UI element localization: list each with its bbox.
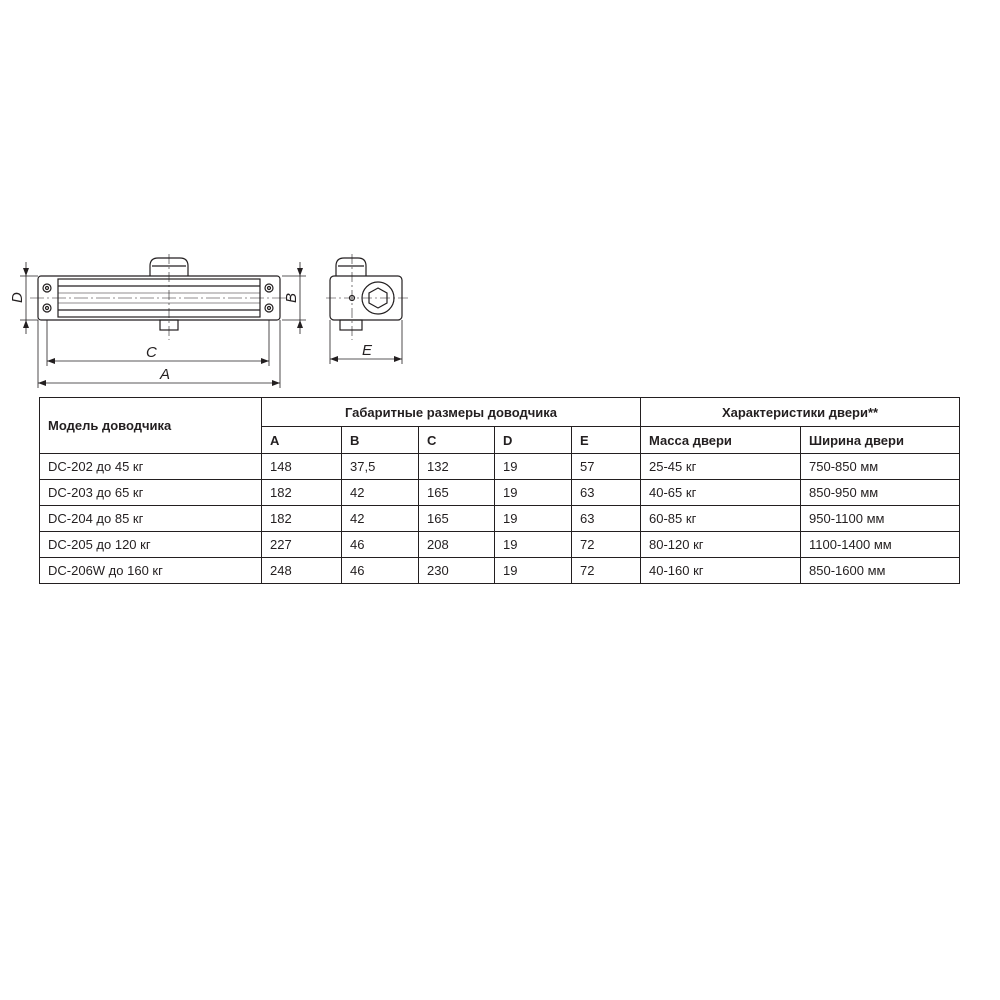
col-header-a: A <box>262 427 342 454</box>
cell-a: 227 <box>262 532 342 558</box>
cell-c: 230 <box>419 558 495 584</box>
cell-mass: 25-45 кг <box>641 454 801 480</box>
spec-table-body <box>40 454 960 584</box>
cell-e: 63 <box>572 480 641 506</box>
dim-label-e: E <box>362 342 373 359</box>
cell-a: 182 <box>262 480 342 506</box>
cell-width: 850-1600 мм <box>801 558 960 584</box>
closer-side-view <box>326 254 408 340</box>
door-header: Характеристики двери** <box>641 398 960 427</box>
cell-c: 165 <box>419 506 495 532</box>
dims-header: Габаритные размеры доводчика <box>262 398 641 427</box>
cell-d: 19 <box>495 532 572 558</box>
cell-model: DC-205 до 120 кг <box>40 532 262 558</box>
cell-width: 850-950 мм <box>801 480 960 506</box>
cell-b: 42 <box>342 480 419 506</box>
cell-mass: 60-85 кг <box>641 506 801 532</box>
cell-mass: 40-65 кг <box>641 480 801 506</box>
cell-e: 72 <box>572 558 641 584</box>
cell-d: 19 <box>495 480 572 506</box>
cell-b: 46 <box>342 532 419 558</box>
table-row <box>40 532 960 558</box>
col-header-c: C <box>419 427 495 454</box>
cell-width: 750-850 мм <box>801 454 960 480</box>
cell-model: DC-206W до 160 кг <box>40 558 262 584</box>
table-row <box>40 480 960 506</box>
col-header-mass: Масса двери <box>641 427 801 454</box>
cell-d: 19 <box>495 558 572 584</box>
cell-c: 132 <box>419 454 495 480</box>
col-header-b: B <box>342 427 419 454</box>
cell-c: 165 <box>419 480 495 506</box>
model-header: Модель доводчика <box>40 398 262 454</box>
cell-model: DC-204 до 85 кг <box>40 506 262 532</box>
col-header-e: E <box>572 427 641 454</box>
door-closer-drawing <box>0 250 420 390</box>
cell-d: 19 <box>495 506 572 532</box>
cell-a: 248 <box>262 558 342 584</box>
dim-label-c: C <box>146 344 157 361</box>
dim-label-a: A <box>160 366 171 383</box>
cell-e: 63 <box>572 506 641 532</box>
cell-e: 57 <box>572 454 641 480</box>
cell-d: 19 <box>495 454 572 480</box>
table-row <box>40 558 960 584</box>
table-row <box>40 506 960 532</box>
col-header-d: D <box>495 427 572 454</box>
cell-b: 42 <box>342 506 419 532</box>
dimension-lines <box>20 262 402 388</box>
cell-c: 208 <box>419 532 495 558</box>
cell-width: 950-1100 мм <box>801 506 960 532</box>
col-header-width: Ширина двери <box>801 427 960 454</box>
cell-b: 46 <box>342 558 419 584</box>
cell-b: 37,5 <box>342 454 419 480</box>
cell-width: 1100-1400 мм <box>801 532 960 558</box>
cell-a: 182 <box>262 506 342 532</box>
table-row <box>40 454 960 480</box>
cell-mass: 40-160 кг <box>641 558 801 584</box>
dim-label-b: B <box>283 292 300 303</box>
cell-e: 72 <box>572 532 641 558</box>
cell-model: DC-203 до 65 кг <box>40 480 262 506</box>
cell-a: 148 <box>262 454 342 480</box>
spec-table <box>39 397 960 584</box>
cell-mass: 80-120 кг <box>641 532 801 558</box>
cell-model: DC-202 до 45 кг <box>40 454 262 480</box>
dim-label-d: D <box>9 292 26 303</box>
closer-front-view <box>30 254 290 340</box>
